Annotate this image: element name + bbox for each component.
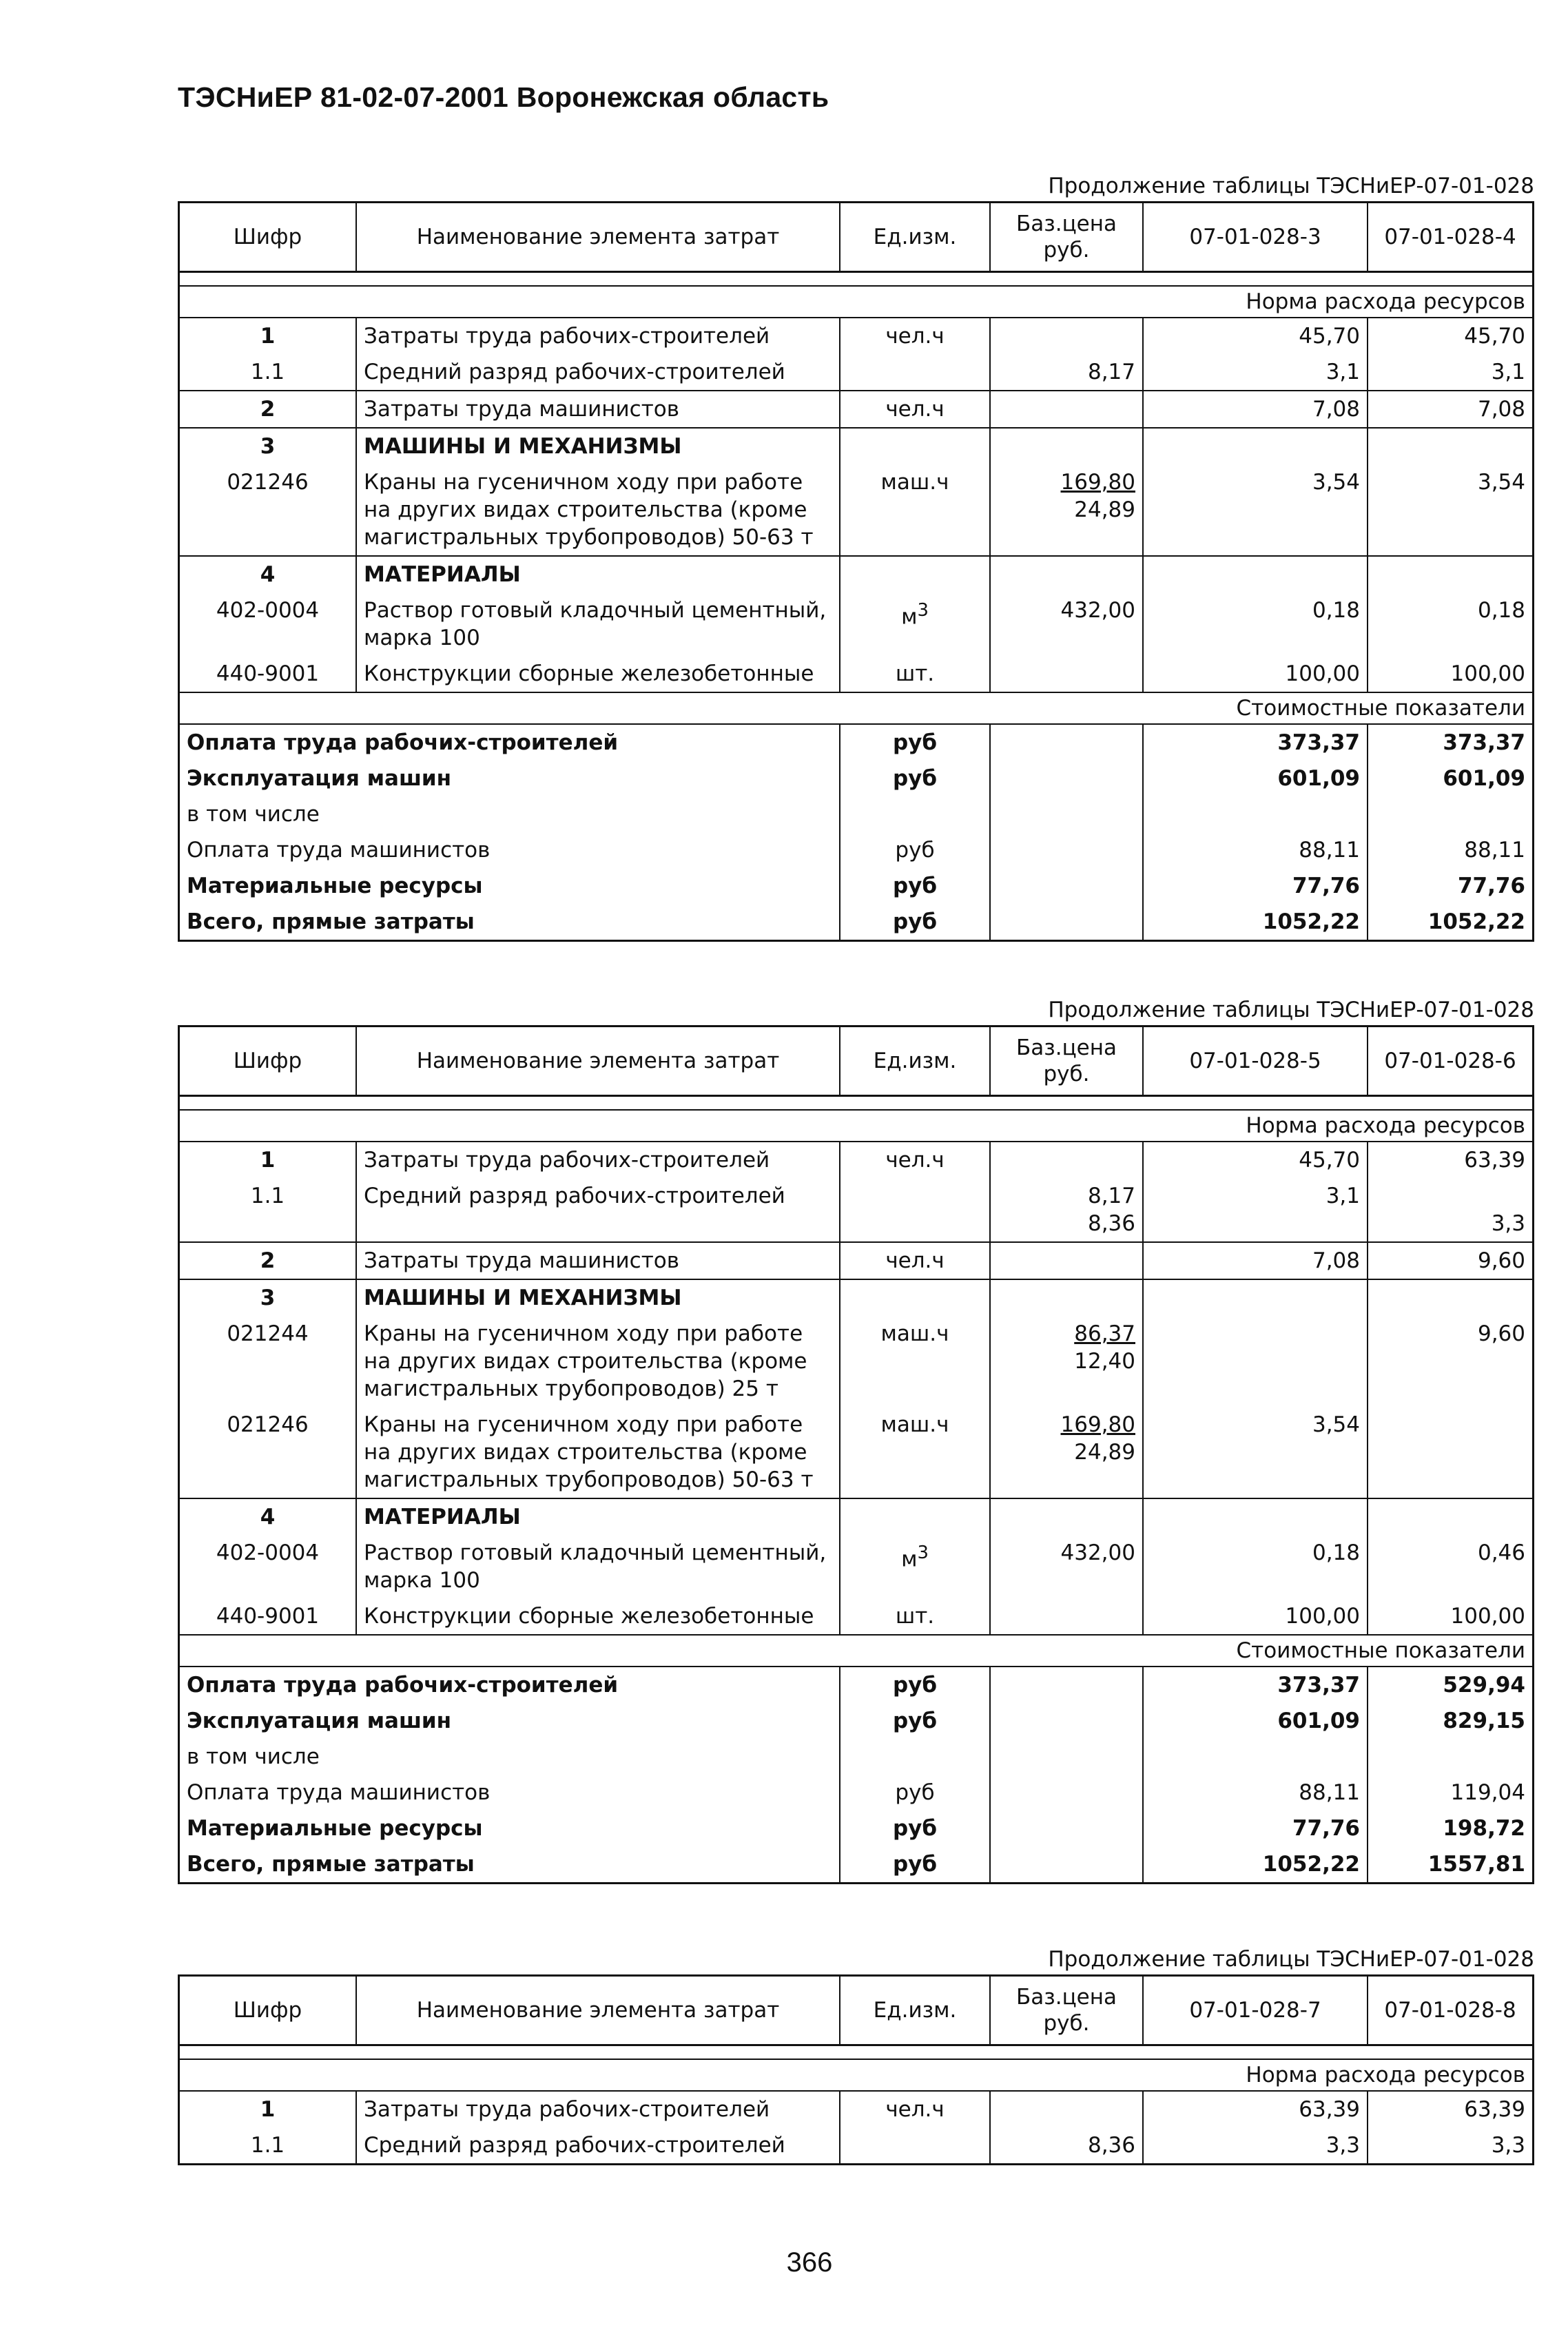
table-row: [179, 2091, 1534, 2127]
summary-value-b: 601,09: [1443, 766, 1525, 791]
summary-label: Оплата труда машинистов: [179, 1775, 840, 1811]
row-code: 402-0004: [179, 1535, 357, 1598]
row-code: 2: [179, 1242, 357, 1279]
summary-row: [179, 796, 1534, 832]
summary-value-a: 77,76: [1143, 1811, 1368, 1846]
section-band-norma: [179, 1110, 1534, 1142]
table-row: [179, 391, 1534, 428]
row-name: Краны на гусеничном ходу при работе на других видах строительства (кроме магистральных трубопроводов) 50-63 т: [356, 1407, 840, 1498]
row-value-a: 3,3: [1143, 2127, 1368, 2165]
section-title: МАТЕРИАЛЫ: [356, 556, 840, 592]
row-value-a: 3,1: [1143, 354, 1368, 391]
row-unit: [840, 354, 990, 391]
row-price: [990, 2091, 1143, 2127]
resource-table-2: [178, 1025, 1534, 1884]
row-price: [990, 1242, 1143, 1279]
summary-label: Оплата труда машинистов: [179, 832, 840, 868]
summary-label: Материальные ресурсы: [179, 868, 840, 904]
norma-label: Норма расхода ресурсов: [179, 2059, 1534, 2091]
row-unit: чел.ч: [840, 391, 990, 428]
col-header-unit: Ед.изм.: [840, 1027, 990, 1096]
page-number: 366: [786, 2247, 833, 2278]
row-code: 2: [179, 391, 357, 428]
row-code: 402-0004: [179, 592, 357, 656]
section-row-machines: [179, 428, 1534, 464]
price-header-line2: руб.: [1043, 238, 1090, 262]
summary-value-a: 601,09: [1143, 761, 1368, 796]
col-header-norm-a: 07-01-028-3: [1143, 203, 1368, 272]
summary-row: Эксплуатация машин руб 601,09 601,09: [179, 761, 1534, 796]
table-caption: Продолжение таблицы ТЭСНиЕР-07-01-028: [1048, 998, 1534, 1022]
row-value-b: 3,54: [1477, 470, 1525, 495]
row-value-b: 45,70: [1368, 318, 1534, 354]
section-row-materials: [179, 556, 1534, 592]
row-name: Конструкции сборные железобетонные: [356, 656, 840, 692]
row-value-b: 3,3: [1491, 2133, 1525, 2158]
summary-value-b: 1557,81: [1427, 1852, 1525, 1877]
col-header-price: Баз.цена руб.: [990, 1976, 1143, 2045]
row-value-a: 3,54: [1143, 464, 1368, 556]
row-price: [990, 1598, 1143, 1635]
section-title: МАШИНЫ И МЕХАНИЗМЫ: [356, 428, 840, 464]
summary-value-a: 77,76: [1143, 868, 1368, 904]
section-row-materials: [179, 1498, 1534, 1535]
row-value-a: 7,08: [1143, 1242, 1368, 1279]
table-row: [179, 354, 1534, 391]
spacer-row: [179, 1096, 1534, 1111]
row-price: [990, 1142, 1143, 1178]
row-code: 4: [179, 556, 357, 592]
row-unit: маш.ч: [840, 464, 990, 556]
summary-value-a: 601,09: [1143, 1703, 1368, 1739]
col-header-unit: Ед.изм.: [840, 203, 990, 272]
row-code: 3: [179, 428, 357, 464]
summary-label: Всего, прямые затраты: [179, 904, 840, 941]
summary-value-b: 88,11: [1464, 838, 1525, 863]
summary-row: Оплата труда рабочих-строителей руб 373,37 373,37: [179, 724, 1534, 761]
summary-row: Оплата труда машинистов руб 88,11 88,11: [179, 832, 1534, 868]
summary-label: в том числе: [179, 1739, 840, 1775]
summary-value-a: 1052,22: [1143, 904, 1368, 941]
row-code: 1.1: [179, 354, 357, 391]
col-header-code: Шифр: [179, 1027, 357, 1096]
summary-row: Всего, прямые затраты руб 1052,22 1052,22: [179, 904, 1534, 941]
row-code: 1: [179, 318, 357, 354]
row-value-b: 63,39: [1368, 1142, 1534, 1178]
col-header-price: Баз.цена руб.: [990, 1027, 1143, 1096]
row-unit: маш.ч: [840, 1316, 990, 1407]
row-value-a: 3,54: [1143, 1407, 1368, 1498]
summary-value-b: 77,76: [1457, 874, 1525, 898]
row-value-a: 45,70: [1143, 1142, 1368, 1178]
col-header-norm-b: 07-01-028-8: [1368, 1976, 1534, 2045]
section-band-stoim: [179, 1635, 1534, 1667]
section-title: МАШИНЫ И МЕХАНИЗМЫ: [356, 1279, 840, 1316]
norma-label: Норма расхода ресурсов: [179, 286, 1534, 318]
row-unit: чел.ч: [840, 2091, 990, 2127]
table-row: [179, 1178, 1534, 1242]
row-unit: чел.ч: [840, 1242, 990, 1279]
row-value-b: 63,39: [1368, 2091, 1534, 2127]
row-name: Краны на гусеничном ходу при работе на других видах строительства (кроме магистральных трубопроводов) 25 т: [356, 1316, 840, 1407]
col-header-norm-b: 07-01-028-6: [1368, 1027, 1534, 1096]
row-value-a: 7,08: [1143, 391, 1368, 428]
row-name: Раствор готовый кладочный цементный, марка 100: [356, 1535, 840, 1598]
col-header-norm-a: 07-01-028-7: [1143, 1976, 1368, 2045]
table-row: [179, 1535, 1534, 1598]
row-unit: шт.: [840, 656, 990, 692]
summary-value-b: 529,94: [1368, 1667, 1534, 1703]
section-title: МАТЕРИАЛЫ: [356, 1498, 840, 1535]
col-header-name: Наименование элемента затрат: [356, 1976, 840, 2045]
row-value-b: 7,08: [1368, 391, 1534, 428]
summary-row: Оплата труда рабочих-строителей руб 373,37 529,94: [179, 1667, 1534, 1703]
summary-row: Материальные ресурсы руб 77,76 198,72: [179, 1811, 1534, 1846]
summary-value-b: 1052,22: [1427, 909, 1525, 934]
row-value-a: 45,70: [1143, 318, 1368, 354]
table-row: [179, 656, 1534, 692]
table-row: [179, 1598, 1534, 1635]
resource-table-3: [178, 1974, 1534, 2165]
table-row: [179, 1142, 1534, 1178]
row-price: 169,80 24,89: [990, 464, 1143, 556]
row-name: Средний разряд рабочих-строителей: [356, 354, 840, 391]
table-caption: Продолжение таблицы ТЭСНиЕР-07-01-028: [1048, 1947, 1534, 1972]
stoim-label: Стоимостные показатели: [179, 1635, 1534, 1667]
summary-label: Эксплуатация машин: [179, 1703, 840, 1739]
table-row: [179, 318, 1534, 354]
row-price: 432,00: [990, 1535, 1143, 1598]
row-value-b: 100,00: [1450, 1604, 1525, 1629]
table-row: [179, 464, 1534, 556]
row-unit: шт.: [840, 1598, 990, 1635]
summary-value-a: 88,11: [1143, 1775, 1368, 1811]
row-value-a: 100,00: [1143, 1598, 1368, 1635]
row-code: 1.1: [179, 2127, 357, 2165]
table-header-row: [179, 1027, 1534, 1096]
table-caption: Продолжение таблицы ТЭСНиЕР-07-01-028: [1048, 174, 1534, 198]
summary-value-b: 829,15: [1443, 1709, 1525, 1733]
summary-value-a: 1052,22: [1143, 1846, 1368, 1884]
table-row: [179, 1316, 1534, 1407]
summary-value-a: 88,11: [1143, 832, 1368, 868]
row-name: Конструкции сборные железобетонные: [356, 1598, 840, 1635]
norma-label: Норма расхода ресурсов: [179, 1110, 1534, 1142]
section-row-machines: [179, 1279, 1534, 1316]
row-price: 8,17 8,36: [990, 1178, 1143, 1242]
row-unit: $м^3$: [840, 1535, 990, 1598]
row-unit: [840, 2127, 990, 2165]
row-value-a: 0,18: [1143, 592, 1368, 656]
row-value-a: 63,39: [1143, 2091, 1368, 2127]
row-name: Затраты труда машинистов: [356, 391, 840, 428]
row-price: [990, 656, 1143, 692]
row-value-a: 3,1: [1143, 1178, 1368, 1242]
row-name: Краны на гусеничном ходу при работе на других видах строительства (кроме магистральных трубопроводов) 50-63 т: [356, 464, 840, 556]
row-price: 169,80 24,89: [990, 1407, 1143, 1498]
row-unit: [840, 1178, 990, 1242]
row-name: Затраты труда машинистов: [356, 1242, 840, 1279]
row-value-b: [1368, 1407, 1534, 1498]
summary-label: Оплата труда рабочих-строителей: [179, 1667, 840, 1703]
col-header-unit: Ед.изм.: [840, 1976, 990, 2045]
row-code: 3: [179, 1279, 357, 1316]
col-header-norm-b: 07-01-028-4: [1368, 203, 1534, 272]
row-value-b: 9,60: [1477, 1321, 1525, 1346]
summary-value-a: 373,37: [1143, 1667, 1368, 1703]
row-code: 1.1: [179, 1178, 357, 1242]
row-code: 440-9001: [179, 656, 357, 692]
row-code: 021246: [179, 1407, 357, 1498]
row-value-a: [1143, 1316, 1368, 1407]
summary-row: Оплата труда машинистов руб 88,11 119,04: [179, 1775, 1534, 1811]
summary-label: Оплата труда рабочих-строителей: [179, 724, 840, 761]
row-value-a: 100,00: [1143, 656, 1368, 692]
row-code: 021246: [179, 464, 357, 556]
section-band-stoim: [179, 692, 1534, 724]
col-header-norm-a: 07-01-028-5: [1143, 1027, 1368, 1096]
summary-row: Материальные ресурсы руб 77,76 77,76: [179, 868, 1534, 904]
table-row: [179, 1407, 1534, 1498]
row-value-b: 0,18: [1477, 598, 1525, 623]
row-name: Раствор готовый кладочный цементный, марка 100: [356, 592, 840, 656]
section-band-norma: [179, 286, 1534, 318]
summary-value-a: 373,37: [1143, 724, 1368, 761]
row-code: 440-9001: [179, 1598, 357, 1635]
col-header-code: Шифр: [179, 1976, 357, 2045]
row-price: [990, 391, 1143, 428]
resource-table-1: [178, 201, 1534, 942]
row-code: 1: [179, 2091, 357, 2127]
summary-label: в том числе: [179, 796, 840, 832]
summary-label: Материальные ресурсы: [179, 1811, 840, 1846]
row-unit: чел.ч: [840, 1142, 990, 1178]
row-name: Средний разряд рабочих-строителей: [356, 1178, 840, 1242]
stoim-label: Стоимостные показатели: [179, 692, 1534, 724]
summary-value-b: 373,37: [1368, 724, 1534, 761]
price-header-line1: Баз.цена: [1015, 212, 1117, 236]
spacer-row: [179, 2045, 1534, 2060]
row-price: [990, 318, 1143, 354]
row-price: 432,00: [990, 592, 1143, 656]
table-row: [179, 592, 1534, 656]
row-name: Затраты труда рабочих-строителей: [356, 2091, 840, 2127]
row-price: 86,37 12,40: [990, 1316, 1143, 1407]
summary-label: Эксплуатация машин: [179, 761, 840, 796]
row-code: 021244: [179, 1316, 357, 1407]
summary-row: [179, 1739, 1534, 1775]
section-band-norma: [179, 2059, 1534, 2091]
table-row: [179, 2127, 1534, 2165]
row-price: 8,36: [990, 2127, 1143, 2165]
summary-value-b: 198,72: [1443, 1816, 1525, 1841]
col-header-name: Наименование элемента затрат: [356, 1027, 840, 1096]
summary-row: Всего, прямые затраты руб 1052,22 1557,81: [179, 1846, 1534, 1884]
summary-value-b: 119,04: [1450, 1780, 1525, 1805]
table-header-row: [179, 203, 1534, 272]
col-header-name: Наименование элемента затрат: [356, 203, 840, 272]
row-price: 8,17: [990, 354, 1143, 391]
row-code: 4: [179, 1498, 357, 1535]
summary-label: Всего, прямые затраты: [179, 1846, 840, 1884]
col-header-code: Шифр: [179, 203, 357, 272]
table-header-row: [179, 1976, 1534, 2045]
row-code: 1: [179, 1142, 357, 1178]
row-unit: $м^3$: [840, 592, 990, 656]
row-name: Средний разряд рабочих-строителей: [356, 2127, 840, 2165]
row-unit: чел.ч: [840, 318, 990, 354]
row-name: Затраты труда рабочих-строителей: [356, 318, 840, 354]
row-value-b: 3,1: [1491, 360, 1525, 384]
summary-row: Эксплуатация машин руб 601,09 829,15: [179, 1703, 1534, 1739]
row-value-b: 9,60: [1368, 1242, 1534, 1279]
row-unit: маш.ч: [840, 1407, 990, 1498]
row-value-a: 0,18: [1143, 1535, 1368, 1598]
spacer-row: [179, 272, 1534, 287]
table-row: [179, 1242, 1534, 1279]
row-name: Затраты труда рабочих-строителей: [356, 1142, 840, 1178]
row-value-b: 0,46: [1477, 1540, 1525, 1565]
document-title: ТЭСНиЕР 81-02-07-2001 Воронежская область: [178, 81, 829, 113]
col-header-price: [990, 203, 1143, 272]
row-value-b: 100,00: [1450, 661, 1525, 686]
row-value-b: 3,3: [1491, 1211, 1525, 1236]
